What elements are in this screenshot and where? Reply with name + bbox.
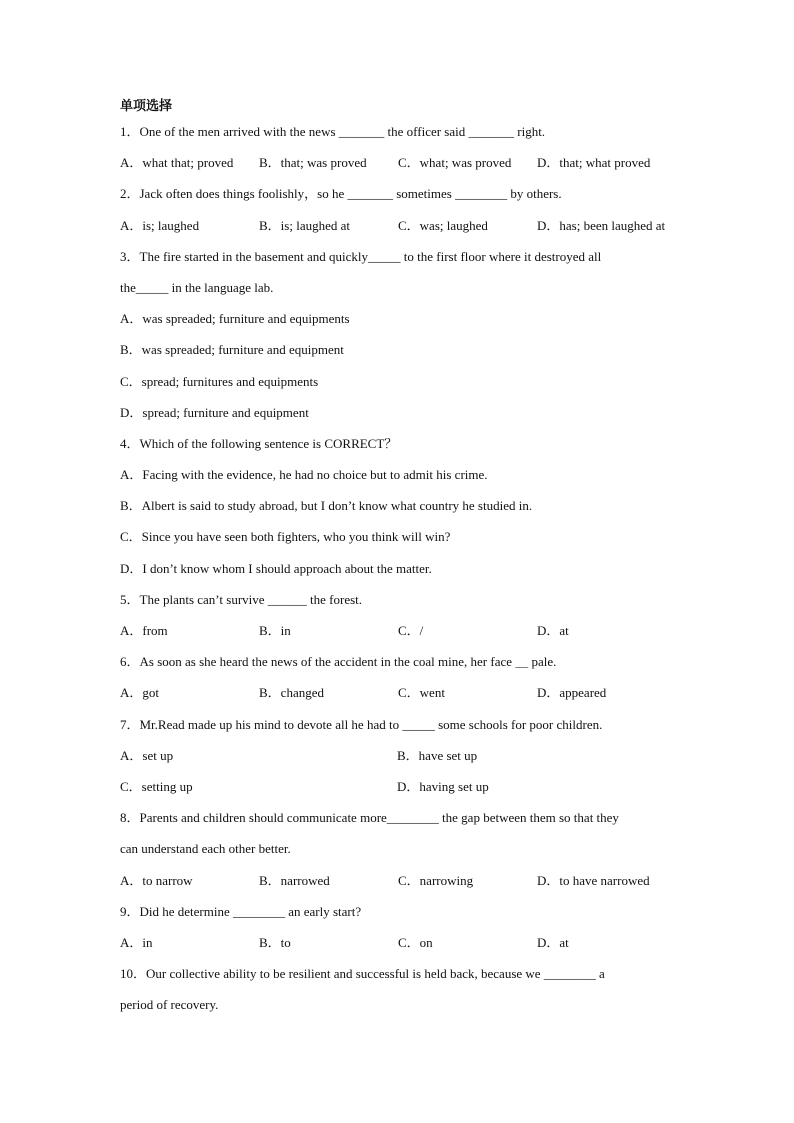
option-d[interactable]: D．that; what proved: [537, 155, 651, 171]
option-d[interactable]: D．appeared: [537, 685, 607, 701]
question-10: [120, 963, 700, 1025]
option-a[interactable]: A．set up: [120, 747, 174, 763]
option-b[interactable]: B．narrowed: [259, 872, 330, 888]
option-a[interactable]: A．in: [120, 934, 153, 950]
option-b[interactable]: B．changed: [259, 685, 324, 701]
option-b[interactable]: B．is; laughed at: [259, 217, 350, 233]
option-a[interactable]: A．Facing with the evidence, he had no choice but to admit his crime.: [120, 467, 488, 483]
option-d[interactable]: D．at: [537, 934, 569, 950]
option-b[interactable]: B．in: [259, 623, 291, 638]
option-a[interactable]: A．from: [120, 623, 168, 638]
option-c[interactable]: C．was; laughed: [398, 217, 488, 233]
option-c[interactable]: C．on: [398, 934, 433, 950]
question-2: [120, 183, 700, 245]
question-1: [120, 121, 700, 183]
question-stem: 3．The fire started in the basement and quickly_____ to the first floor where it destroyed all: [120, 248, 602, 264]
option-a[interactable]: A．was spreaded; furniture and equipments: [120, 311, 350, 327]
question-stem: 5．The plants can’t survive ______ the forest.: [120, 591, 363, 607]
question-list: [120, 121, 700, 1025]
option-c[interactable]: C．went: [398, 685, 445, 701]
question-stem: period of recovery.: [120, 997, 219, 1013]
worksheet-page: [120, 96, 700, 1025]
option-b[interactable]: B．to: [259, 934, 291, 950]
question-4: [120, 433, 700, 589]
question-stem: 4．Which of the following sentence is CORRECT？: [120, 435, 398, 451]
option-a[interactable]: A．to narrow: [120, 872, 193, 888]
option-c[interactable]: C．narrowing: [398, 872, 474, 888]
question-7: [120, 714, 700, 808]
question-stem: can understand each other better.: [120, 841, 291, 857]
question-3: [120, 246, 700, 433]
options-row: [120, 682, 700, 713]
option-b[interactable]: B．Albert is said to study abroad, but I don’t know what country he studied in.: [120, 498, 533, 514]
question-8: [120, 807, 700, 901]
option-a[interactable]: A．got: [120, 685, 160, 701]
question-stem: 2．Jack often does things foolishly，so he _______ sometimes ________ by others.: [120, 186, 562, 202]
question-stem: 1．One of the men arrived with the news _______ the officer said _______ right.: [120, 124, 546, 139]
option-d[interactable]: D．having set up: [397, 778, 489, 794]
option-d[interactable]: D．at: [537, 623, 569, 638]
options-row: [120, 932, 700, 963]
question-stem: the_____ in the language lab.: [120, 279, 274, 295]
option-b[interactable]: B．have set up: [397, 747, 478, 763]
option-d[interactable]: D．has; been laughed at: [537, 217, 666, 233]
section-title: 单项选择: [120, 99, 173, 114]
option-d[interactable]: D．to have narrowed: [537, 872, 650, 888]
question-stem: 6．As soon as she heard the news of the accident in the coal mine, her face ＿ pale.: [120, 654, 557, 670]
question-6: [120, 651, 700, 713]
option-a[interactable]: A．is; laughed: [120, 217, 200, 233]
option-c[interactable]: C．spread; furnitures and equipments: [120, 373, 319, 389]
question-stem: 7．Mr.Read made up his mind to devote all he had to _____ some schools for poor children.: [120, 716, 603, 732]
options-row: [120, 870, 700, 901]
option-b[interactable]: B．was spreaded; furniture and equipment: [120, 342, 344, 358]
option-b[interactable]: B．that; was proved: [259, 155, 367, 171]
option-a[interactable]: A．what that; proved: [120, 155, 234, 171]
option-c[interactable]: C．Since you have seen both fighters, who you think will win?: [120, 529, 451, 545]
options-row: [120, 776, 700, 807]
question-stem: 8．Parents and children should communicate more________ the gap between them so that they: [120, 810, 619, 826]
question-5: [120, 589, 700, 651]
option-c[interactable]: C．/: [398, 623, 424, 638]
option-c[interactable]: C．setting up: [120, 778, 193, 794]
option-d[interactable]: D．spread; furniture and equipment: [120, 404, 309, 420]
question-9: [120, 901, 700, 963]
question-stem: 9．Did he determine ________ an early start?: [120, 903, 362, 919]
option-c[interactable]: C．what; was proved: [398, 155, 512, 171]
options-row: [120, 620, 700, 651]
options-row: [120, 215, 700, 246]
options-row: [120, 152, 700, 183]
option-d[interactable]: D．I don’t know whom I should approach about the matter.: [120, 560, 432, 576]
options-row: [120, 745, 700, 776]
question-stem: 10．Our collective ability to be resilient and successful is held back, because we ________ a: [120, 966, 605, 982]
